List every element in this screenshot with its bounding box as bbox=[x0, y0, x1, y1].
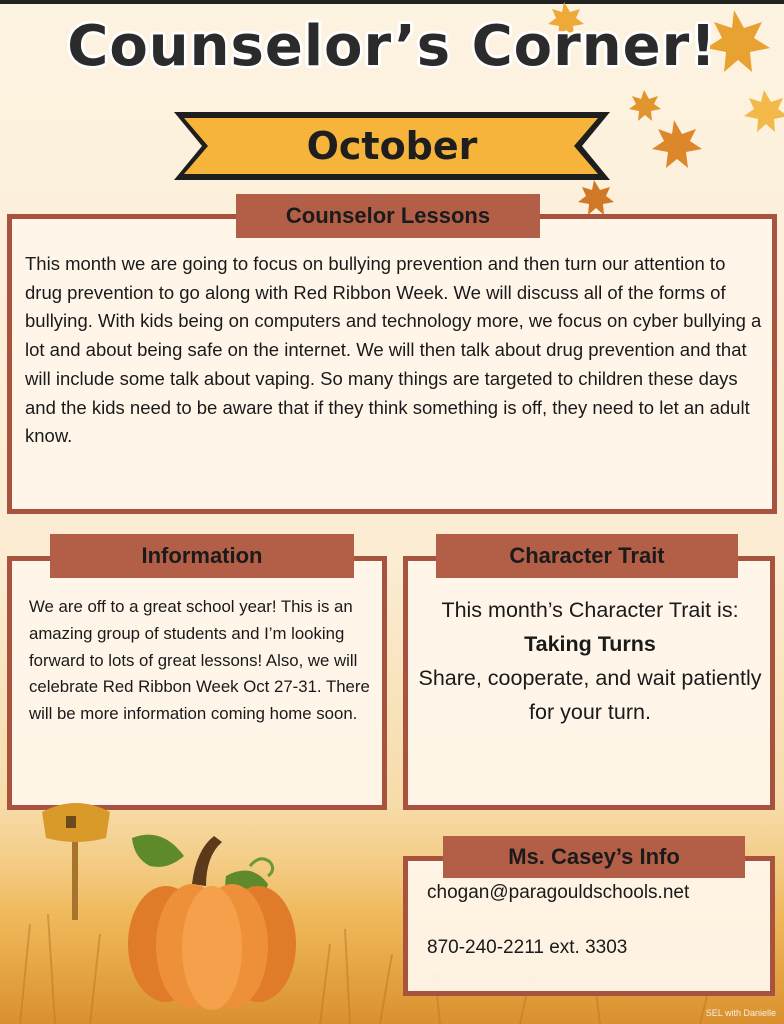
lantern-decoration bbox=[36, 800, 116, 920]
pumpkin-illustration bbox=[122, 826, 302, 1011]
contact-heading: Ms. Casey’s Info bbox=[443, 836, 745, 878]
character-trait-intro: This month’s Character Trait is: bbox=[441, 598, 739, 622]
character-trait-heading: Character Trait bbox=[436, 534, 738, 578]
lessons-text: This month we are going to focus on bullying prevention and then turn our attention to drug prevention to go along with Red Ribbon Week. We will discuss all of the forms of bullying. With kids being on computers and technology more, we focus on cyber bullying a lot and about being safe on the internet. We will then talk about drug prevention and that will include some talk about vaping. So many things are targeted to children these days and the kids need to be aware that if they think something is off, they need to let an adult know. bbox=[25, 253, 762, 447]
character-trait-description: Share, cooperate, and wait patiently for your turn. bbox=[418, 666, 762, 724]
information-text: We are off to a great school year! This is an amazing group of students and I’m looking forward to lots of great lessons! Also, we will celebrate Red Ribbon Week Oct 27-31. There will be more information coming home soon. bbox=[29, 597, 370, 724]
information-heading: Information bbox=[50, 534, 354, 578]
lessons-heading: Counselor Lessons bbox=[236, 194, 540, 238]
page-title: Counselor’s Corner! bbox=[67, 14, 717, 79]
character-trait-content bbox=[410, 593, 770, 729]
contact-email[interactable]: chogan@paragouldschools.net bbox=[427, 882, 690, 903]
month-label: October bbox=[306, 124, 478, 168]
contact-phone[interactable]: 870-240-2211 ext. 3303 bbox=[427, 937, 628, 958]
credit-text: SEL with Danielle bbox=[705, 1008, 776, 1018]
character-trait-name: Taking Turns bbox=[524, 632, 656, 656]
